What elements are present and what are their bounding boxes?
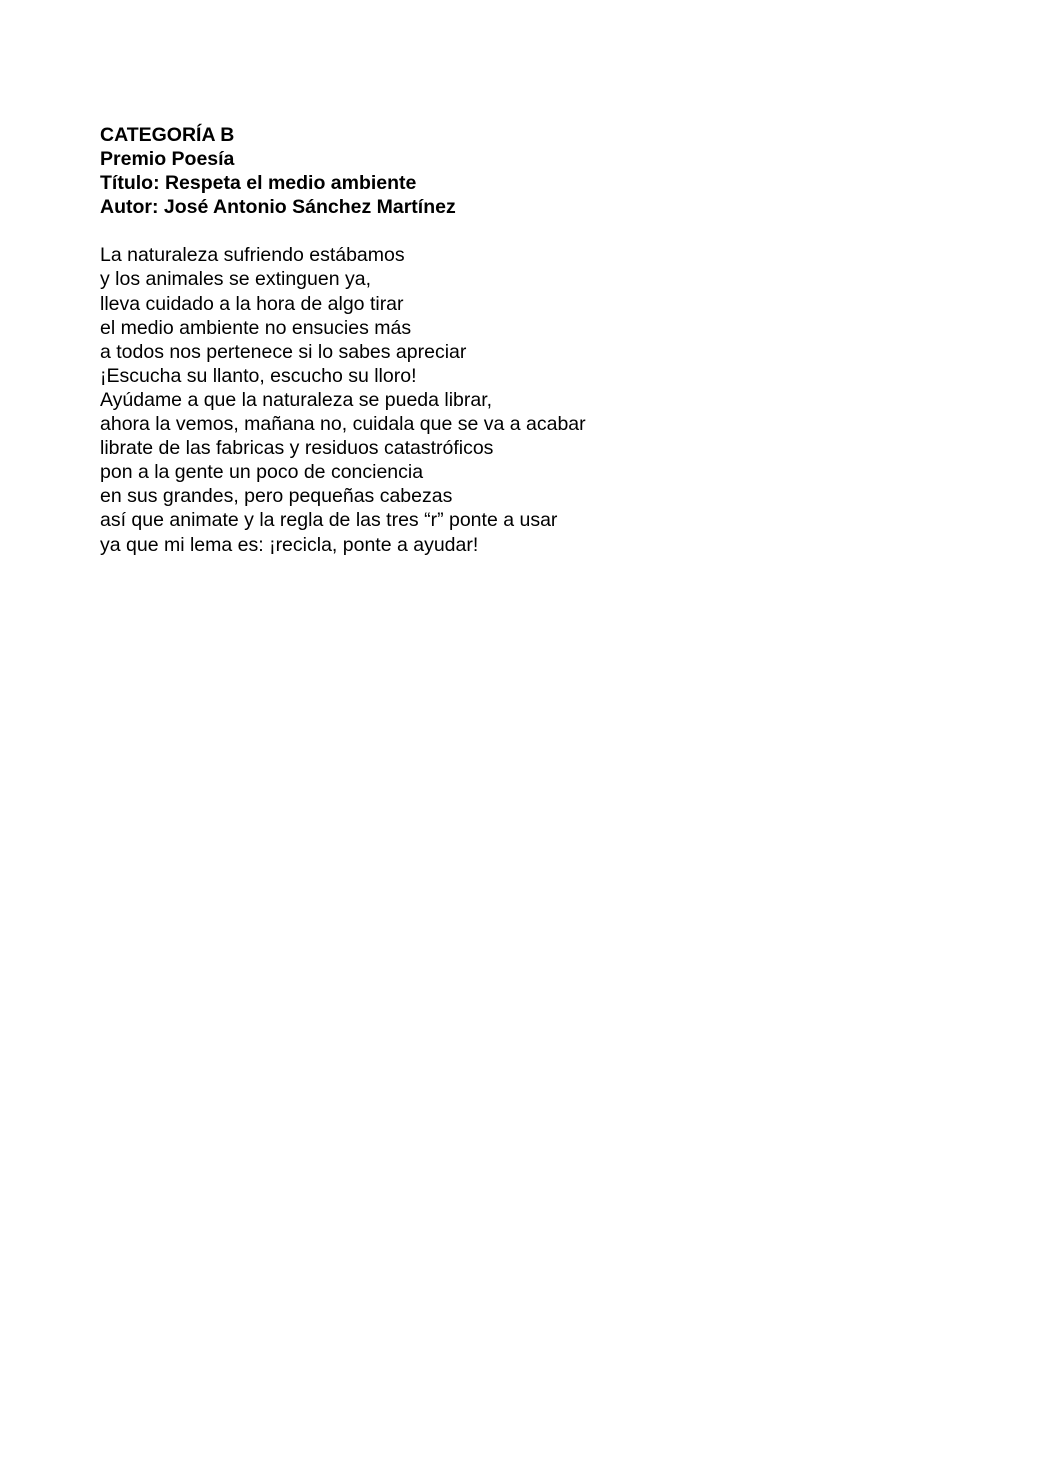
category-heading: CATEGORÍA B xyxy=(100,124,235,146)
poem-title: Título: Respeta el medio ambiente xyxy=(100,172,417,195)
poem-line: ya que mi lema es: ¡recicla, ponte a ayudar! xyxy=(100,533,479,556)
poem-line: a todos nos pertenece si lo sabes apreciar xyxy=(100,340,467,363)
poem-line: librate de las fabricas y residuos catastróficos xyxy=(100,437,494,460)
poem-line: ahora la vemos, mañana no, cuidala que se va a acabar xyxy=(100,413,586,436)
section-spacer xyxy=(100,219,980,243)
poem-line: en sus grandes, pero pequeñas cabezas xyxy=(100,485,453,508)
poem-body xyxy=(100,243,980,556)
poem-line: La naturaleza sufriendo estábamos xyxy=(100,244,405,267)
document-header xyxy=(100,123,980,219)
poem-line: pon a la gente un poco de conciencia xyxy=(100,461,424,484)
poem-line: ¡Escucha su llanto, escucho su lloro! xyxy=(100,364,417,387)
poem-author: Autor: José Antonio Sánchez Martínez xyxy=(100,196,456,219)
poem-line: así que animate y la regla de las tres “r” ponte a usar xyxy=(100,509,558,532)
poem-line: el medio ambiente no ensucies más xyxy=(100,316,412,339)
poem-line: lleva cuidado a la hora de algo tirar xyxy=(100,292,404,315)
document-content xyxy=(100,123,980,557)
poem-line: Ayúdame a que la naturaleza se pueda librar, xyxy=(100,388,493,411)
poem-line: y los animales se extinguen ya, xyxy=(100,268,371,291)
prize-heading: Premio Poesía xyxy=(100,148,235,171)
